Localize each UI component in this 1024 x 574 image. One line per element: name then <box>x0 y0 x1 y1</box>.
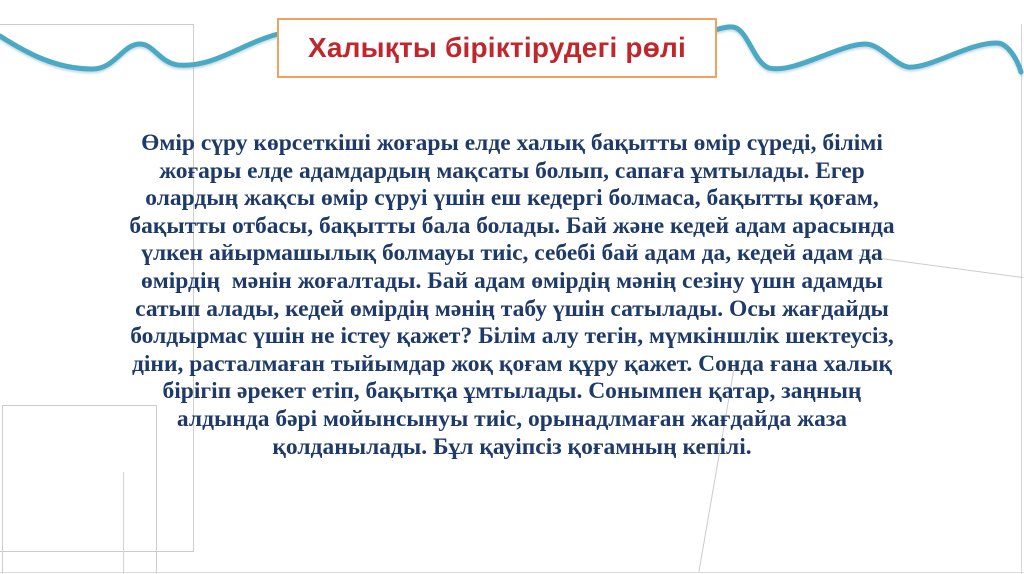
body-line: үлкен айырмашылық болмауы тиіс, себебі бай адам да, кедей адам да <box>141 240 883 267</box>
title-box <box>277 18 717 78</box>
body-line: өмірдің мәнін жоғалтады. Бай адам өмірдің мәнің сезіну үшн адамды <box>141 267 883 294</box>
slide-title: Халықты біріктірудегі рөлі <box>308 32 686 63</box>
body-line: діни, расталмаған тыйымдар жоқ қоғам құру қажет. Сонда ғана халық <box>132 350 892 377</box>
body-line: Өмір сүру көрсеткіші жоғары елде халық бақытты өмір сүреді, білімі <box>141 130 883 156</box>
body-line: болдырмас үшін не істеу қажет? Білім алу тегін, мүмкіншлік шектеусіз, <box>130 323 894 350</box>
body-line: сатып алады, кедей өмірдің мәнің табу үшін сатылады. Осы жағдайды <box>135 295 889 322</box>
body-line: бақытты отбасы, бақытты бала болады. Бай және кедей адам арасында <box>129 212 895 239</box>
body-text-block <box>55 130 969 461</box>
slide-bottom-edge-line <box>0 572 1024 573</box>
body-line: бірігіп әрекет етіп, бақытқа ұмтылады. Сонымпен қатар, заңның <box>162 378 862 405</box>
body-line: алдында бәрі мойынсынуы тиіс, орынадлмаған жағдайда жаза <box>176 405 848 432</box>
body-line: олардың жақсы өмір сүруі үшін еш кедергі болмаса, бақытты қоғам, <box>145 185 879 212</box>
body-line: жоғары елде адамдардың мақсаты болып, сапаға ұмтылады. Егер <box>159 157 865 184</box>
body-line: қолданылады. Бұл қауіпсіз қоғамның кепілі. <box>272 433 752 460</box>
background-line-vertical-small <box>123 472 124 574</box>
